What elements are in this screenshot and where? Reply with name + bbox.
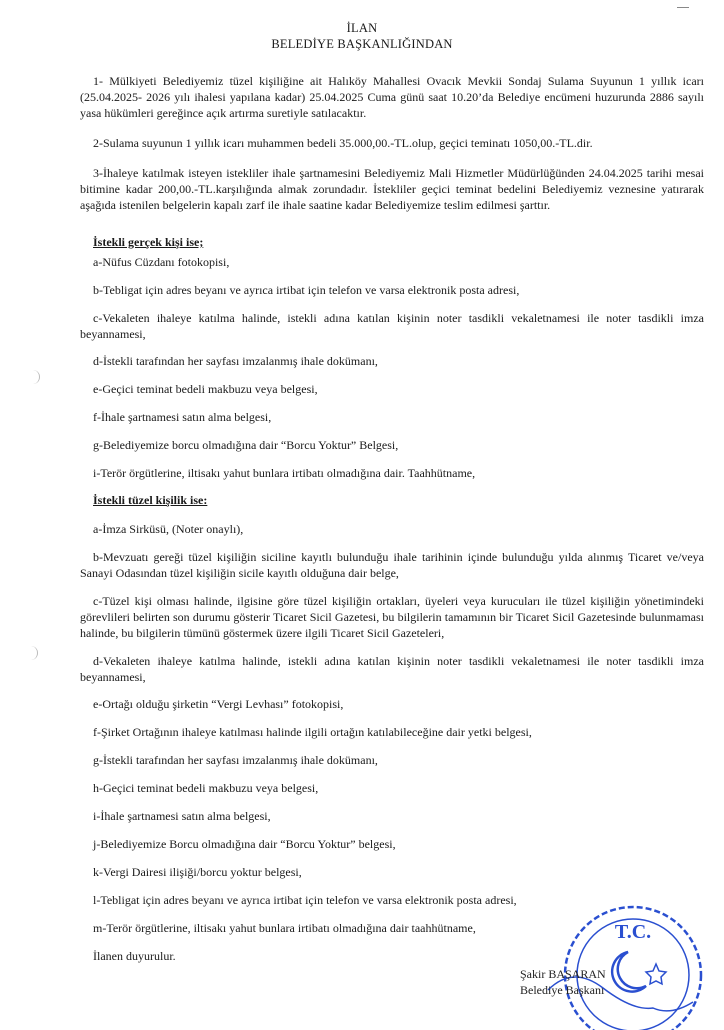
list-item: a-Nüfus Cüzdanı fotokopisi, [93,255,230,269]
list-item: i-Terör örgütlerine, iltisakı yahut bunlara irtibatı olmadığına dair. Taahhütname, [93,466,476,480]
hole-punch-mark [30,370,40,384]
list-item: e-Ortağı olduğu şirketin “Vergi Levhası” fotokopisi, [93,697,344,711]
hole-punch-mark [28,646,38,660]
crescent-icon [612,952,646,992]
section-heading-real-person: İstekli gerçek kişi ise; [93,235,204,249]
signature-block [520,966,606,998]
list-item: d-Vekaleten ihaleye katılma halinde, istekli adına katılan kişinin noter tasdikli vekaletnamesi ile noter tasdikli imza beyannamesi, [80,654,704,684]
list-item: k-Vergi Dairesi ilişiği/borcu yoktur belgesi, [93,865,302,879]
list-item: f-Şirket Ortağının ihaleye katılması halinde ilgili ortağın katılabileceğine dair yetki belgesi, [93,725,532,739]
document-subtitle: BELEDİYE BAŞKANLIĞINDAN [271,37,453,51]
list-item: i-İhale şartnamesi satın alma belgesi, [93,809,271,823]
paragraph-2: 2-Sulama suyunun 1 yıllık icarı muhammen bedeli 35.000,00.-TL.olup, geçici teminatı 1050,00.-TL.dir. [93,136,593,150]
list-item: e-Geçici teminat bedeli makbuzu veya belgesi, [93,382,318,396]
paragraph-1: 1- Mülkiyeti Belediyemiz tüzel kişiliğine ait Halıköy Mahallesi Ovacık Mevkii Sondaj Sulama Suyunun 1 yıllık icarı (25.04.2025- 2026 yılı ihalesi yapılana kadar) 25.04.2025 Cuma günü saat 10.20’da Belediye encümeni huzurunda 2886 sayılı yasa hükümleri gereğince açık artırma suretiyle satılacaktır. [80,74,704,120]
list-item: f-İhale şartnamesi satın alma belgesi, [93,410,272,424]
paragraph-3: 3-İhaleye katılmak isteyen istekliler ihale şartnamesini Belediyemiz Mali Hizmetler Müdürlüğünden 24.04.2025 tarihi mesai bitimine kadar 200,00.-TL.karşılığında almak zorundadır. İstekliler geçici teminat bedelini Belediyemiz veznesine yatırarak aşağıda istenilen belgelerin kapalı zarf ile ihale saatine kadar Belediyemize teslim edilmesi şarttır. [80,166,704,212]
list-item: c-Tüzel kişi olması halinde, ilgisine göre tüzel kişiliğin ortakları, üyeleri veya kurucuları ile tüzel kişiliğin yönetimindeki görevlileri belirten son durumu gösterir Ticaret Sicil Gazetesi, bu bilgilerin tamamının bir Ticaret Sicil Gazetesinde bulunmaması halinde, bu bilgilerin tümünü göstermek üzere ilgili Ticaret Sicil Gazeteleri, [80,594,704,640]
star-icon [646,964,666,984]
list-item: c-Vekaleten ihaleye katılma halinde, istekli adına katılan kişinin noter tasdikli vekaletnamesi ile noter tasdikli imza beyannamesi, [80,311,704,341]
signatory-name: Şakir BAŞARAN [520,967,606,981]
seal-text: T.C. [614,921,652,943]
list-item: h-Geçici teminat bedeli makbuzu veya belgesi, [93,781,319,795]
list-item: g-İstekli tarafından her sayfası imzalanmış ihale dokümanı, [93,753,378,767]
list-item: d-İstekli tarafından her sayfası imzalanmış ihale dokümanı, [93,354,378,368]
list-item: b-Mevzuatı gereği tüzel kişiliğin siciline kayıtlı bulunduğu ihale tarihinin içinde bulunduğu yılda alınmış Ticaret ve/veya Sanayi Odasından tüzel kişiliğin sicile kayıtlı olduğuna dair belge, [80,550,704,580]
document-title: İLAN [346,21,378,35]
corner-mark [677,7,689,8]
official-seal [528,880,718,1030]
list-item: a-İmza Sirküsü, (Noter onaylı), [93,522,244,536]
list-item: g-Belediyemize borcu olmadığına dair “Borcu Yoktur” Belgesi, [93,438,399,452]
list-item: m-Terör örgütlerine, iltisakı yahut bunlara irtibatı olmadığına dair taahhütname, [93,921,476,935]
section-heading-legal-entity: İstekli tüzel kişilik ise: [93,493,208,507]
list-item: l-Tebligat için adres beyanı ve ayrıca irtibat için telefon ve varsa elektronik posta adresi, [93,893,517,907]
list-item: b-Tebligat için adres beyanı ve ayrıca irtibat için telefon ve varsa elektronik posta adresi, [93,283,520,297]
signatory-title: Belediye Başkanı [520,983,605,997]
list-item: j-Belediyemize Borcu olmadığına dair “Borcu Yoktur” belgesi, [93,837,396,851]
closing-line: İlanen duyurulur. [93,949,176,963]
